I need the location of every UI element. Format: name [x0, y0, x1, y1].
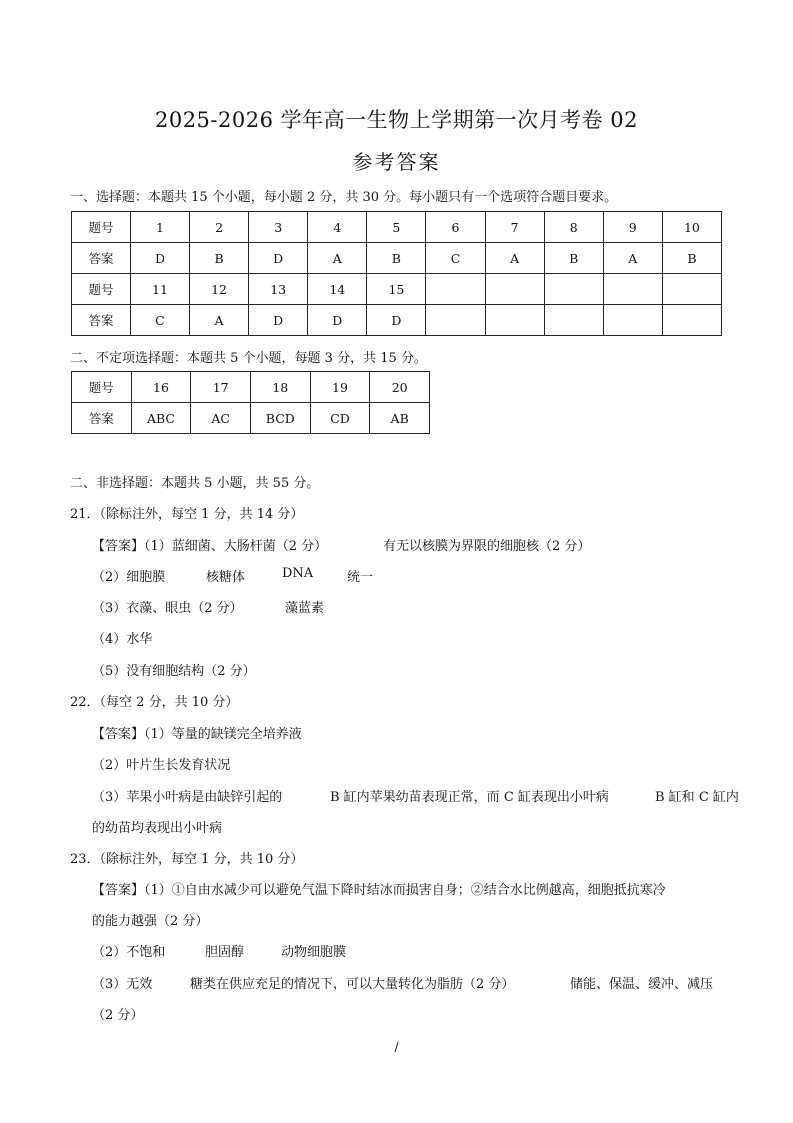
table-cell: BCD — [250, 403, 310, 434]
table-cell: 15 — [367, 274, 426, 305]
q22-answer-2: （2）叶片生长发育状况 — [92, 758, 231, 773]
table-cell: D — [308, 305, 367, 336]
q22-answer-1: 【答案】（1）等量的缺镁完全培养液 — [92, 727, 302, 742]
answer-table-2 — [71, 371, 430, 434]
table-cell: 8 — [544, 212, 603, 243]
table-cell: D — [367, 305, 426, 336]
row-label: 答案 — [72, 305, 131, 336]
q23-answer-3b: 糖类在供应充足的情况下，可以大量转化为脂肪（2 分） — [190, 977, 515, 992]
section3-heading: 二、非选择题：本题共 5 小题，共 55 分。 — [70, 476, 320, 491]
table-cell: B — [544, 243, 603, 274]
q22-answer-3c: B 缸和 C 缸内 — [655, 790, 739, 805]
table-cell: B — [190, 243, 249, 274]
row-label: 题号 — [72, 372, 132, 403]
table-row — [72, 372, 430, 403]
table-cell — [485, 305, 544, 336]
table-cell: A — [308, 243, 367, 274]
table-cell: 1 — [130, 212, 189, 243]
table-cell: A — [485, 243, 544, 274]
row-label: 答案 — [72, 243, 131, 274]
table-row — [72, 274, 722, 305]
q21-heading: 21．（除标注外，每空 1 分，共 14 分） — [70, 507, 304, 522]
row-label: 答案 — [72, 403, 132, 434]
page-subtitle: 参考答案 — [352, 150, 441, 174]
q21-answer-1a: 【答案】（1）蓝细菌、大肠杆菌（2 分） — [92, 539, 328, 554]
q22-heading: 22．（每空 2 分，共 10 分） — [70, 695, 239, 710]
table-cell: 2 — [190, 212, 249, 243]
table-cell: 7 — [485, 212, 544, 243]
table-cell: 4 — [308, 212, 367, 243]
q21-answer-2c: DNA — [282, 566, 314, 581]
table-cell: A — [190, 305, 249, 336]
table-cell — [544, 274, 603, 305]
table-cell: C — [130, 305, 189, 336]
page-title: 2025-2026 学年高一生物上学期第一次月考卷 02 — [154, 108, 639, 132]
table-cell — [544, 305, 603, 336]
q23-answer-2c: 动物细胞膜 — [281, 945, 347, 960]
table-cell: D — [249, 305, 308, 336]
answer-table-1 — [71, 211, 722, 336]
table-cell: 5 — [367, 212, 426, 243]
q22-answer-3b: B 缸内苹果幼苗表现正常，而 C 缸表现出小叶病 — [330, 790, 609, 805]
table-cell: A — [603, 243, 662, 274]
table-cell: 13 — [249, 274, 308, 305]
table-cell: 6 — [426, 212, 485, 243]
table-cell: 17 — [191, 372, 251, 403]
table-cell: 12 — [190, 274, 249, 305]
q22-answer-3a: （3）苹果小叶病是由缺锌引起的 — [92, 790, 283, 805]
table-cell: ABC — [131, 403, 191, 434]
page-number: / — [394, 1040, 399, 1054]
table-cell: 19 — [310, 372, 370, 403]
q21-answer-5: （5）没有细胞结构（2 分） — [92, 664, 256, 679]
table-cell: D — [130, 243, 189, 274]
table-row — [72, 403, 430, 434]
table-cell: AB — [370, 403, 430, 434]
q23-heading: 23．（除标注外，每空 1 分，共 10 分） — [70, 852, 304, 867]
q21-answer-4: （4）水华 — [92, 632, 153, 647]
q23-answer-1-cont: 的能力越强（2 分） — [92, 914, 209, 929]
q21-answer-3a: （3）衣藻、眼虫（2 分） — [92, 601, 243, 616]
table-cell: 3 — [249, 212, 308, 243]
q23-answer-1: 【答案】（1）①自由水减少可以避免气温下降时结冰而损害自身；②结合水比例越高，细胞抵抗寒冷 — [92, 883, 666, 898]
q23-answer-2b: 胆固醇 — [205, 945, 245, 960]
table-cell — [485, 274, 544, 305]
table-cell: B — [367, 243, 426, 274]
table-row — [72, 243, 722, 274]
q21-answer-3b: 藻蓝素 — [285, 601, 325, 616]
table-cell: 18 — [250, 372, 310, 403]
section2-heading: 二、不定项选择题：本题共 5 个小题，每题 3 分，共 15 分。 — [70, 351, 427, 366]
table-cell: 14 — [308, 274, 367, 305]
table-cell: AC — [191, 403, 251, 434]
q21-answer-2a: （2）细胞膜 — [92, 570, 166, 585]
section1-heading: 一、选择题：本题共 15 个小题，每小题 2 分，共 30 分。每小题只有一个选项符合题目要求。 — [70, 190, 618, 205]
q23-answer-2a: （2）不饱和 — [92, 945, 166, 960]
table-row — [72, 305, 722, 336]
table-cell: B — [662, 243, 721, 274]
table-cell: 10 — [662, 212, 721, 243]
q23-answer-3-cont: （2 分） — [92, 1008, 144, 1023]
q23-answer-3c: 储能、保温、缓冲、减压 — [570, 977, 714, 992]
table-cell — [426, 305, 485, 336]
table-cell: 11 — [130, 274, 189, 305]
table-cell — [662, 305, 721, 336]
table-cell: D — [249, 243, 308, 274]
table-cell: 9 — [603, 212, 662, 243]
row-label: 题号 — [72, 212, 131, 243]
row-label: 题号 — [72, 274, 131, 305]
q22-answer-4: 的幼苗均表现出小叶病 — [92, 821, 223, 836]
table-cell — [426, 274, 485, 305]
q21-answer-2b: 核糖体 — [206, 570, 246, 585]
table-cell — [603, 305, 662, 336]
table-cell — [662, 274, 721, 305]
table-row — [72, 212, 722, 243]
q21-answer-1b: 有无以核膜为界限的细胞核（2 分） — [383, 539, 591, 554]
q21-answer-2d: 统一 — [347, 570, 374, 585]
table-cell: C — [426, 243, 485, 274]
table-cell — [603, 274, 662, 305]
q23-answer-3a: （3）无效 — [92, 977, 153, 992]
table-cell: CD — [310, 403, 370, 434]
table-cell: 16 — [131, 372, 191, 403]
table-cell: 20 — [370, 372, 430, 403]
